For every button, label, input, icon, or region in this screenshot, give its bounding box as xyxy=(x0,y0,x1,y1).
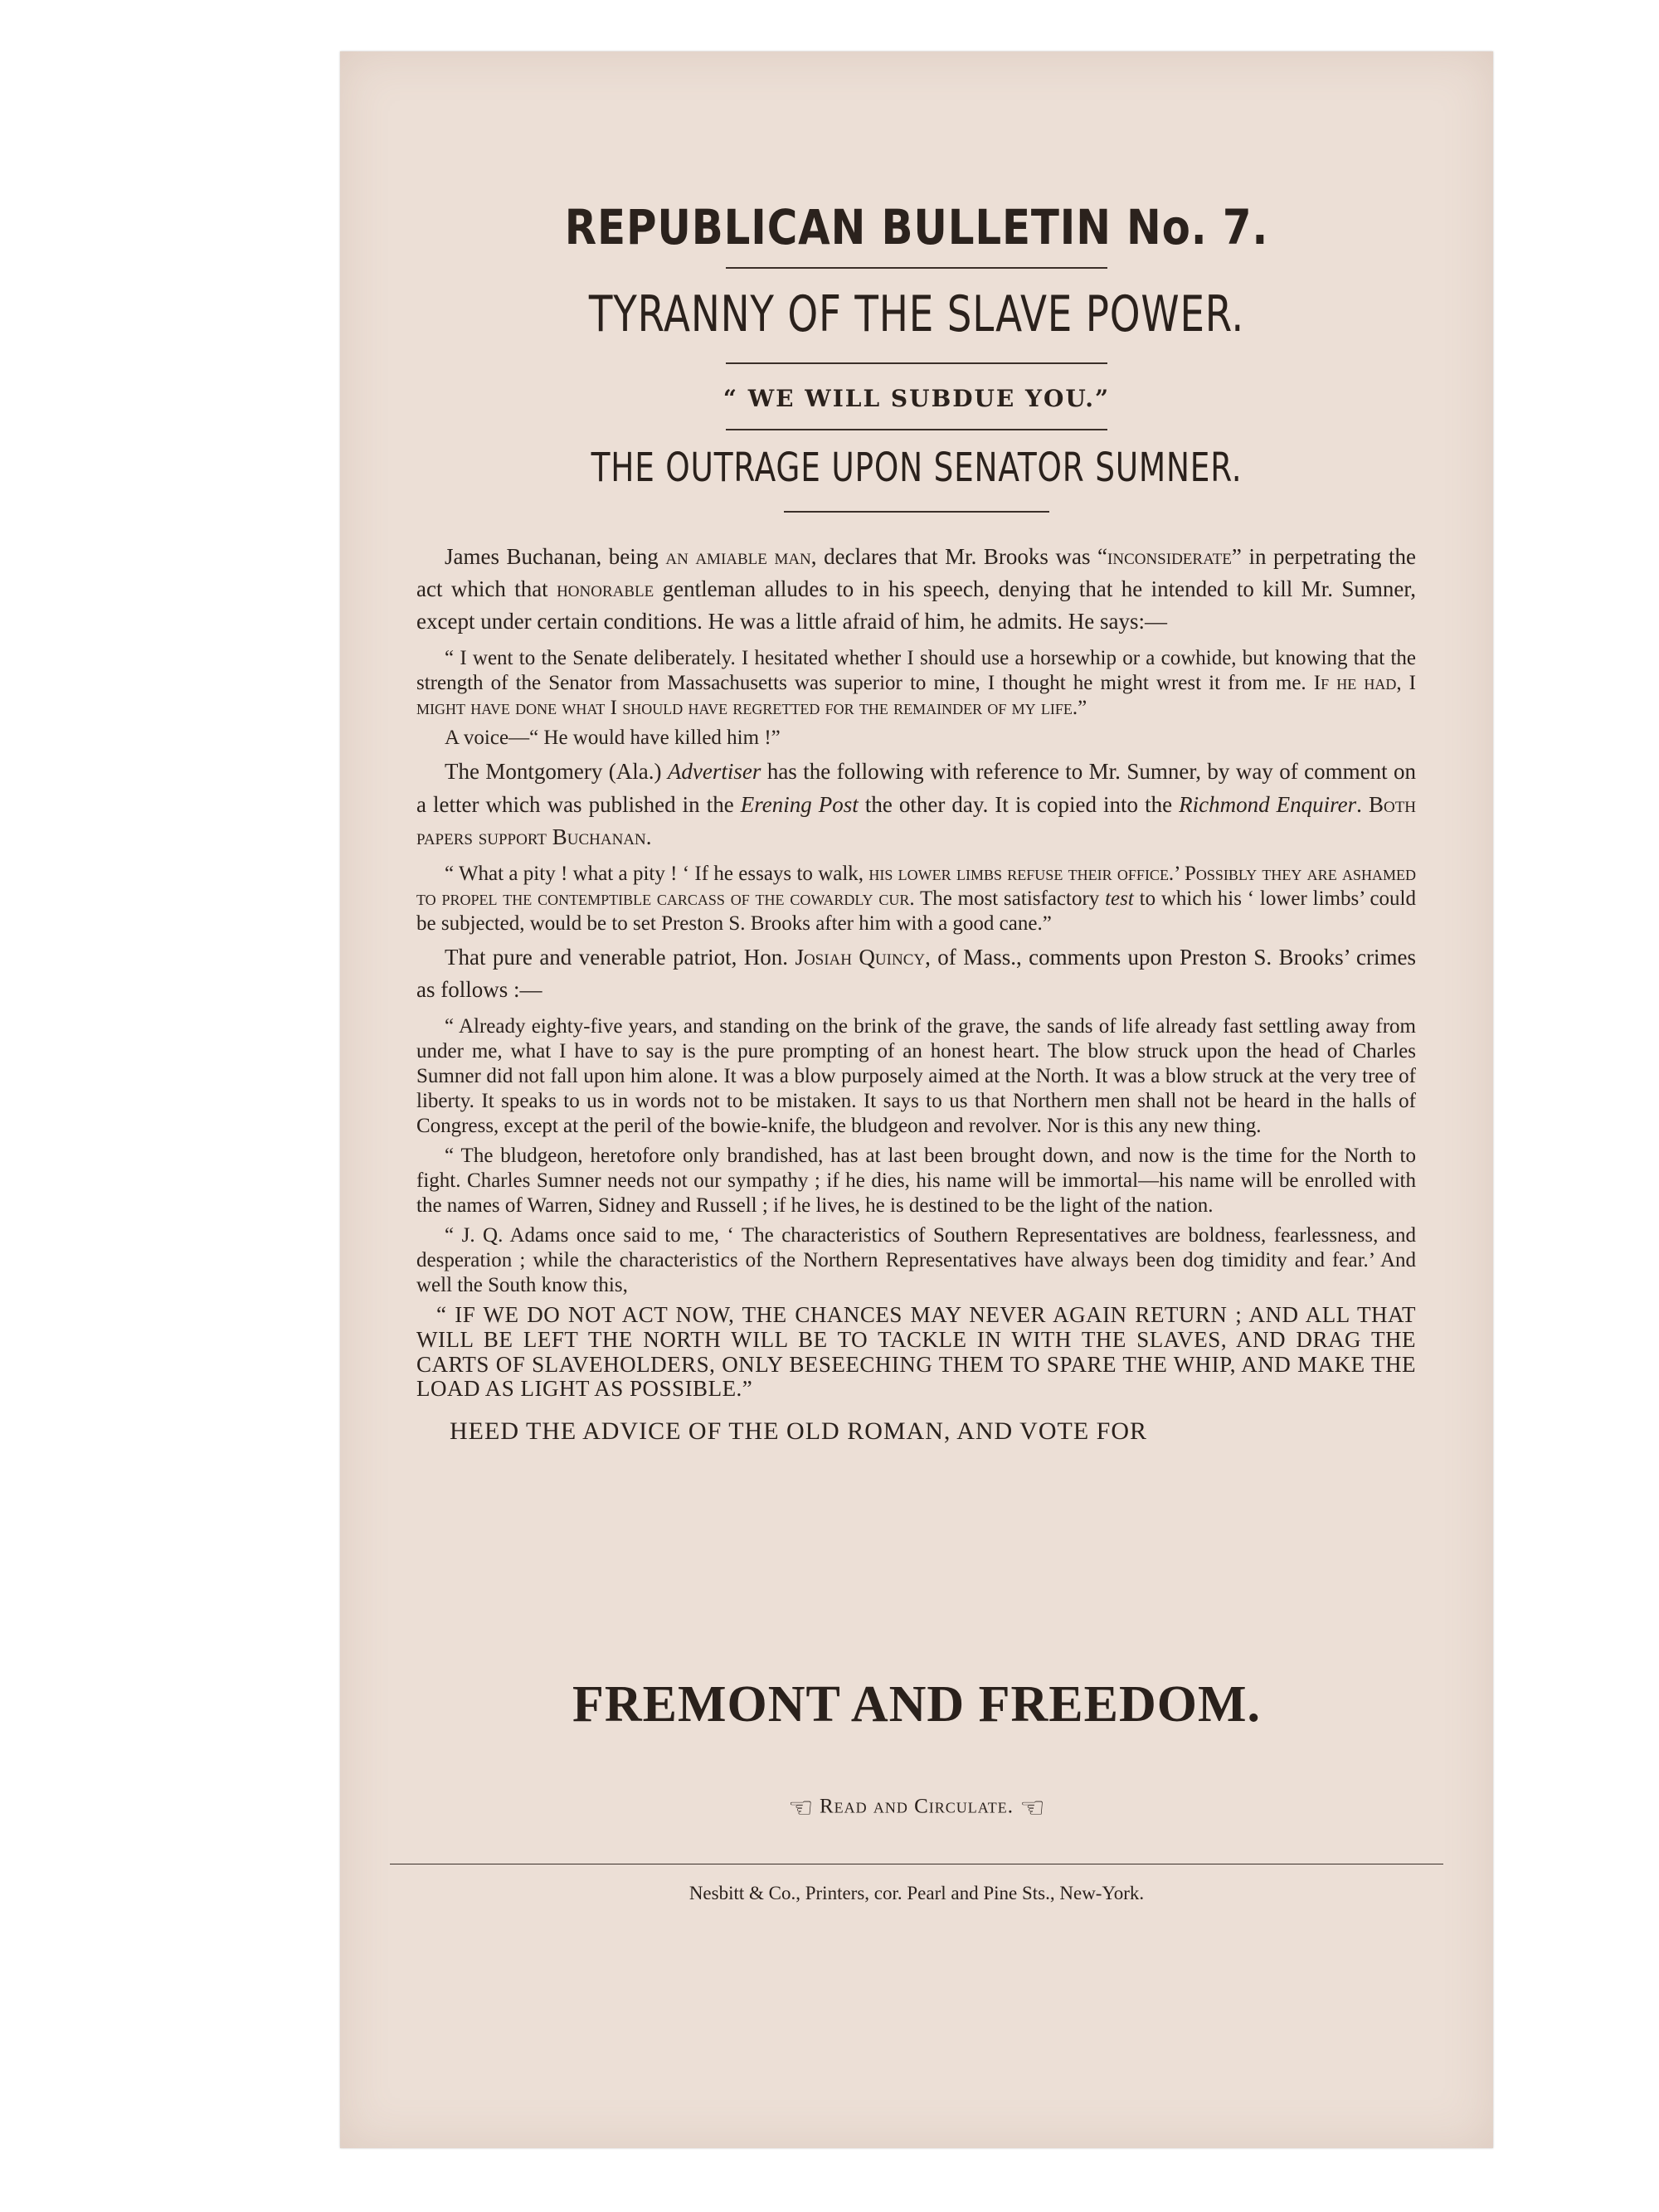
pointing-hand-icon: ☜ xyxy=(1019,1793,1046,1824)
rule-3 xyxy=(726,429,1107,430)
rule-1 xyxy=(726,267,1107,269)
rule-2 xyxy=(726,362,1107,364)
paragraph-quincy: That pure and venerable patriot, Hon. Josiah Quincy, of Mass., comments upon Preston S. Brooks’ crimes as follows :— xyxy=(416,944,1417,1002)
quote-quincy-2: “ The bludgeon, heretofore only brandished, has at last been brought down, and now is the time for the North to fight. Charles Sumner needs not our sympathy ; if he dies, his name will be immortal—his name will be enrolled with the names of Warren, Sidney and Russell ; if he lives, he is destined to be the light of the nation. xyxy=(416,1145,1416,1218)
quote-advertiser: “ What a pity ! what a pity ! ‘ If he essays to walk, his lower limbs refuse their office.’ Possibly they are ashamed to propel the contemptible carcass of the cowardly cur. The most satisfactory test to which his ‘ lower limbs’ could be subjected, would be to set Preston S. Brooks after him with a good cane.” xyxy=(416,862,1416,935)
section-heading: THE OUTRAGE UPON SENATOR SUMNER. xyxy=(591,445,1243,491)
quote-voice: A voice—“ He would have killed him !” xyxy=(445,727,781,750)
quote-brooks: “ I went to the Senate deliberately. I hesitated whether I should use a horsewhip or a cowhide, but knowing that the strength of the Senator from Massachusetts was superior to mine, I thought he might wrest it from me. If he had, I might have done what I should have regretted for the remainder of my life.” xyxy=(416,647,1417,720)
paragraph-montgomery: The Montgomery (Ala.) Advertiser has the following with reference to Mr. Sumner, by way of comment on a letter which was published in the Erening Post the other day. It is copied into the Richmond Enquirer. Both papers support Buchanan. xyxy=(416,759,1417,849)
broadside-sheet xyxy=(340,51,1493,2148)
printer-imprint: Nesbitt & Co., Printers, cor. Pearl and Pine Sts., New-York. xyxy=(688,1883,1145,1903)
paragraph-buchanan: James Buchanan, being an amiable man, declares that Mr. Brooks was “inconsiderate” in perpetrating the act which that honorable gentleman alludes to in his speech, denying that he intended to kill Mr. Sumner, except under certain conditions. He was a little afraid of him, he admits. He says:— xyxy=(416,544,1416,634)
vote-appeal: HEED THE ADVICE OF THE OLD ROMAN, AND VOTE FOR xyxy=(450,1417,1148,1445)
motto: “ WE WILL SUBDUE YOU.” xyxy=(722,385,1111,412)
read-and-circulate: ☞ Read and Circulate. ☜ xyxy=(787,1793,1046,1824)
quote-quincy-4: “ IF WE DO NOT ACT NOW, THE CHANCES MAY NEVER AGAIN RETURN ; AND ALL THAT WILL BE LEFT THE NORTH WILL BE TO TACKLE IN WITH THE SLAVES, AND DRAG THE CARTS OF SLAVEHOLDERS, ONLY BESEECHING THEM TO SPARE THE WHIP, AND MAKE THE LOAD AS LIGHT AS POSSIBLE.” xyxy=(416,1302,1416,1402)
pointing-hand-icon: ☞ xyxy=(787,1793,814,1824)
bulletin-title: REPUBLICAN BULLETIN No. 7. xyxy=(564,199,1269,255)
rule-4 xyxy=(784,511,1049,513)
quote-quincy-1: “ Already eighty-five years, and standing on the brink of the grave, the sands of life already fast settling away from under me, what I have to say is the pure prompting of an honest heart. The blow struck upon the head of Charles Sumner did not fall upon him alone. It was a blow purposely aimed at the North. It was a blow struck at the very tree of liberty. It speaks to us in words not to be mistaken. It says to us that Northern men shall not be heard in the halls of Congress, except at the peril of the bowie-knife, the bludgeon and revolver. Nor is this any new thing. xyxy=(416,1015,1416,1138)
quote-quincy-3: “ J. Q. Adams once said to me, ‘ The characteristics of Southern Representatives are boldness, fearlessness, and desperation ; while the characteristics of the Northern Representatives have always been dog timidity and fear.’ And well the South know this, xyxy=(416,1224,1416,1297)
slogan: FREMONT AND FREEDOM. xyxy=(572,1676,1262,1733)
bulletin-subtitle: TYRANNY OF THE SLAVE POWER. xyxy=(588,285,1245,343)
article-body xyxy=(416,541,1416,1457)
